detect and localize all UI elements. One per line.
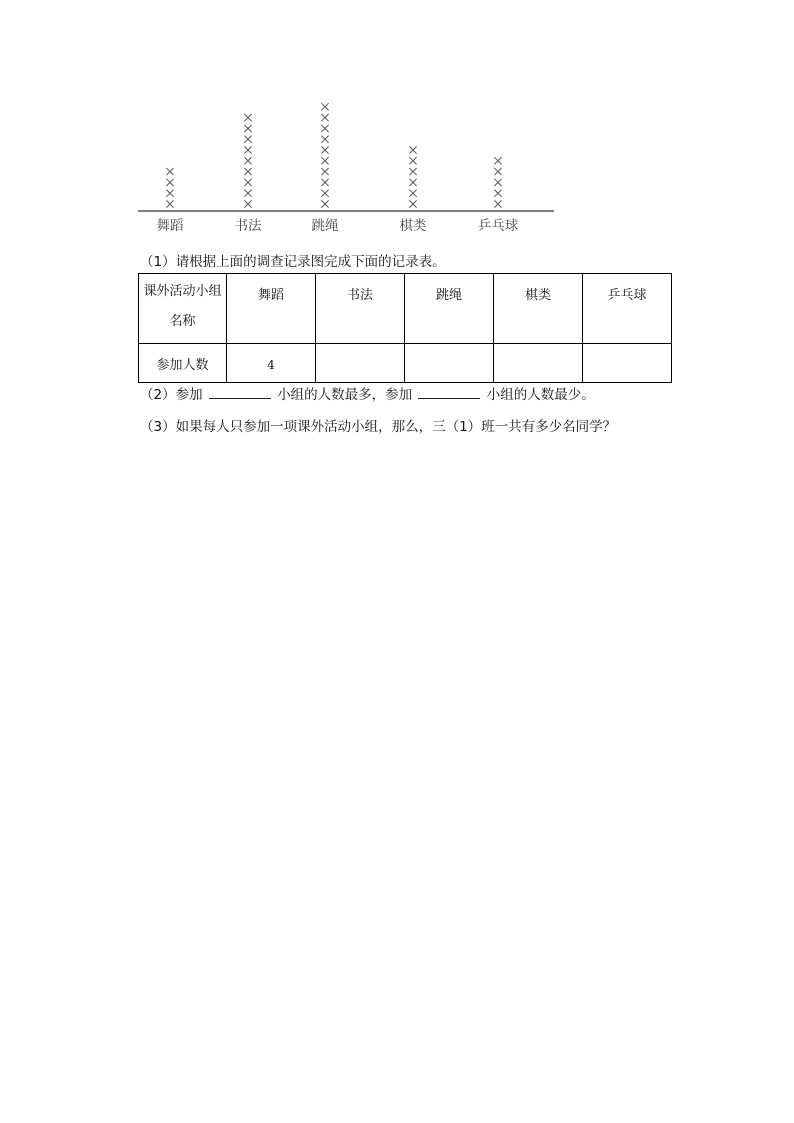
- tally-mark: [321, 157, 328, 164]
- tally-mark: [166, 168, 173, 175]
- table-row-header-count: 参加人数: [139, 344, 227, 383]
- record-table: [138, 273, 672, 383]
- tally-mark: [321, 103, 328, 110]
- table-header-cell: 乒乓球: [583, 274, 672, 344]
- tally-mark: [244, 190, 251, 197]
- tally-mark: [409, 179, 416, 186]
- answer-blank-most[interactable]: [209, 386, 271, 399]
- category-label: 舞蹈: [156, 218, 184, 234]
- category-label: 棋类: [399, 218, 427, 234]
- tally-mark: [166, 179, 173, 186]
- table-value-cell[interactable]: [494, 344, 583, 383]
- table-value-cell[interactable]: [316, 344, 405, 383]
- question-2-text-c: 小组的人数最少。: [486, 387, 595, 403]
- category-label: 书法: [234, 218, 262, 234]
- table-header-cell: 跳绳: [405, 274, 494, 344]
- category-label: 跳绳: [311, 218, 339, 234]
- category-label: 乒乓球: [477, 218, 519, 234]
- tally-mark: [321, 136, 328, 143]
- tally-mark: [409, 200, 416, 207]
- question-3: （3）如果每人只参加一项课外活动小组，那么，三（1）班一共有多少名同学？: [140, 419, 617, 435]
- row-header-line-1: 课外活动小组: [143, 284, 222, 299]
- tally-mark: [321, 114, 328, 121]
- row-header-line-2: 名称: [169, 314, 196, 329]
- answer-blank-least[interactable]: [418, 386, 480, 399]
- tally-mark: [409, 146, 416, 153]
- question-2: [140, 383, 595, 403]
- tally-mark: [166, 200, 173, 207]
- tally-mark: [244, 146, 251, 153]
- tally-mark: [244, 200, 251, 207]
- question-2-text-b: 小组的人数最多，参加: [277, 387, 413, 403]
- tally-mark: [244, 179, 251, 186]
- tally-mark: [321, 179, 328, 186]
- table-header-cell: 书法: [316, 274, 405, 344]
- table-row-header-name: [139, 274, 227, 344]
- question-1: （1）请根据上面的调查记录图完成下面的记录表。: [140, 254, 446, 270]
- table-header-row: [139, 274, 672, 344]
- table-header-cell: 舞蹈: [227, 274, 316, 344]
- tally-mark: [321, 190, 328, 197]
- table-count-row: [139, 344, 672, 383]
- tally-mark: [494, 190, 501, 197]
- tally-mark: [244, 157, 251, 164]
- tally-mark: [321, 146, 328, 153]
- tally-mark: [494, 157, 501, 164]
- table-header-cell: 棋类: [494, 274, 583, 344]
- tally-chart: [134, 95, 558, 240]
- tally-mark: [244, 168, 251, 175]
- tally-mark: [494, 168, 501, 175]
- table-value-cell[interactable]: [405, 344, 494, 383]
- tally-mark: [409, 168, 416, 175]
- tally-mark: [494, 200, 501, 207]
- tally-mark: [321, 125, 328, 132]
- tally-mark: [321, 168, 328, 175]
- tally-mark: [244, 114, 251, 121]
- tally-mark: [244, 125, 251, 132]
- tally-mark: [409, 190, 416, 197]
- table-value-cell[interactable]: 4: [227, 344, 316, 383]
- tally-mark: [166, 190, 173, 197]
- tally-mark: [494, 179, 501, 186]
- table-value-cell[interactable]: [583, 344, 672, 383]
- tally-mark: [244, 136, 251, 143]
- question-2-text-a: （2）参加: [140, 387, 203, 403]
- tally-mark: [321, 200, 328, 207]
- tally-mark: [409, 157, 416, 164]
